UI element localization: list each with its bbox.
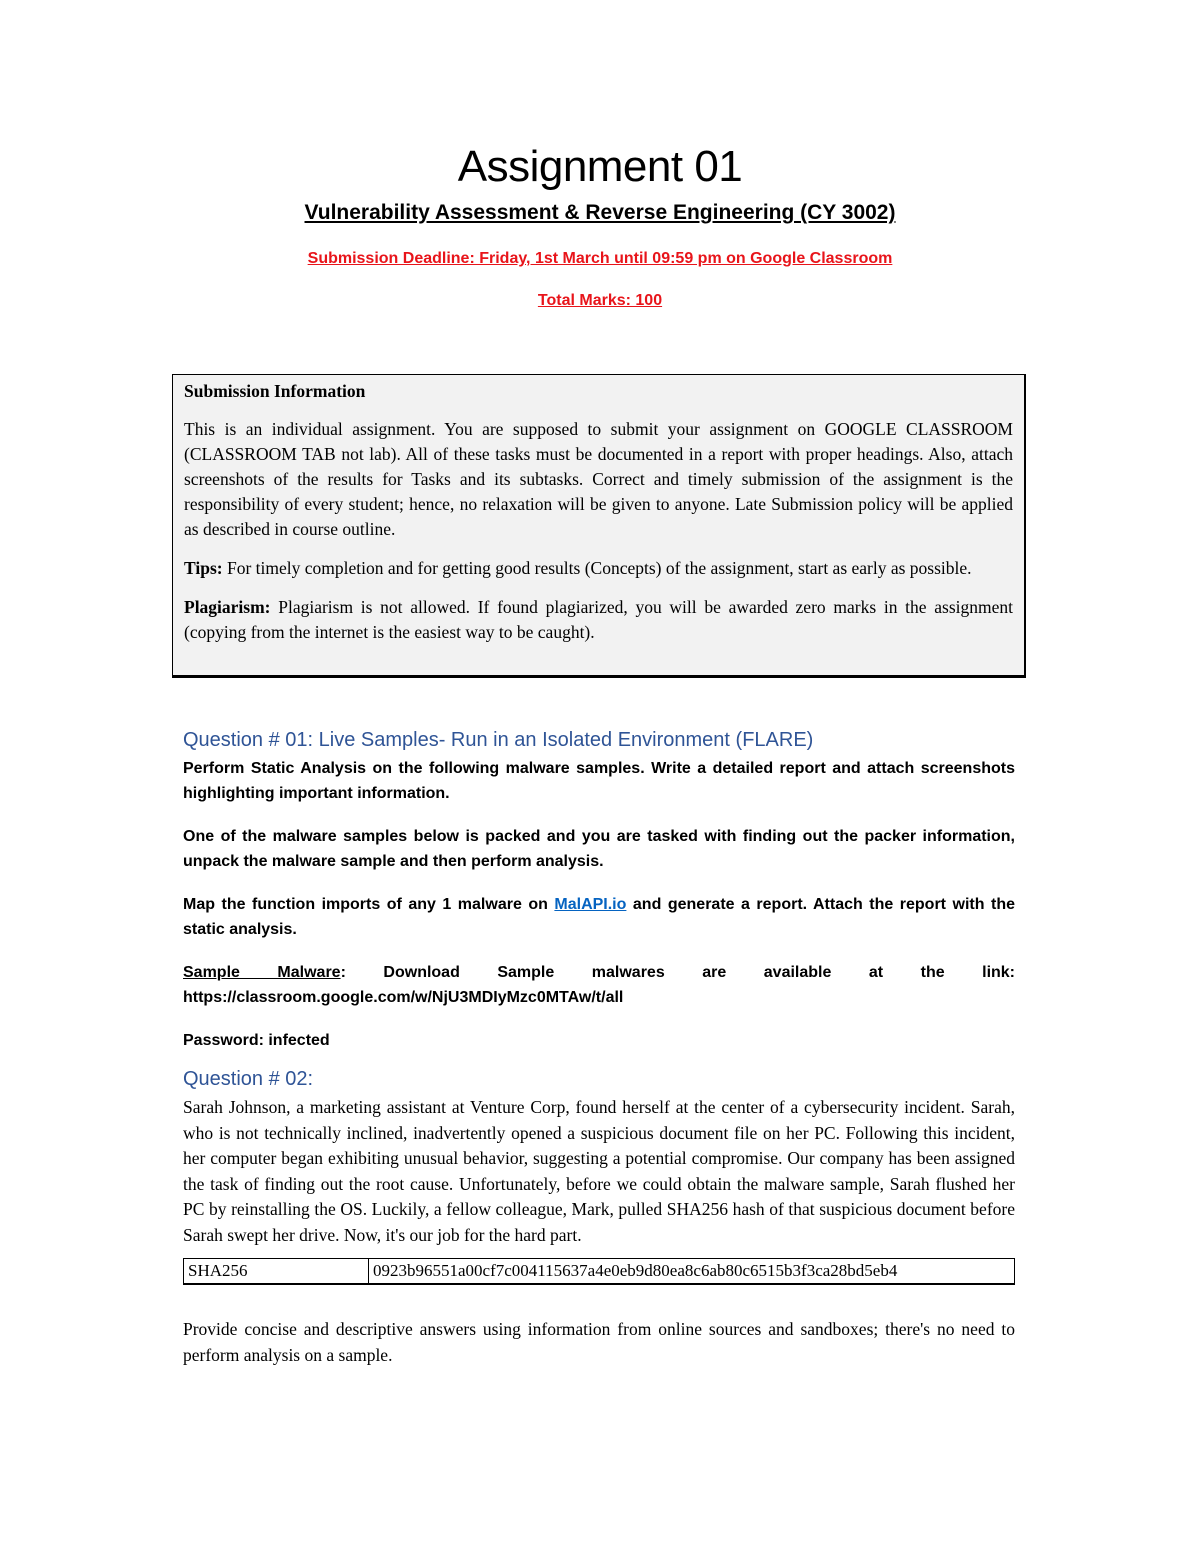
main-content: [183, 724, 1015, 1368]
submission-info-heading: Submission Information: [184, 381, 366, 401]
plagiarism-paragraph: [184, 595, 1013, 645]
question-1-malapi: [183, 892, 1015, 942]
question-1-sample-malware: [183, 960, 1015, 1010]
table-row: [184, 1259, 1015, 1285]
submission-info-paragraph: This is an individual assignment. You are supposed to submit your assignment on GOOGLE CLASSROOM (CLASSROOM TAB not lab). All of these tasks must be documented in a report with proper headings. Also, attach screenshots of the results for Tasks and its subtasks. Correct and timely submission of the assignment is the responsibility of every student; hence, no relaxation will be given to anyone. Late Submission policy will be applied as described in course outline.: [184, 419, 1013, 539]
document-title: Assignment 01: [457, 142, 743, 191]
plagiarism-label: Plagiarism:: [184, 597, 271, 617]
total-marks: Total Marks: 100: [537, 292, 663, 309]
hash-label-cell: SHA256: [184, 1259, 369, 1285]
question-1-password: Password: infected: [183, 1032, 330, 1049]
submission-info-box: [172, 374, 1026, 678]
question-2-heading: Question # 02:: [183, 1068, 314, 1090]
malapi-text-after: and generate a report. Attach the report with the static analysis.: [183, 896, 1015, 938]
question-2-instructions: Provide concise and descriptive answers using information from online sources and sandboxes; there's no need to perform analysis on a sample.: [183, 1319, 1015, 1365]
submission-deadline: Submission Deadline: Friday, 1st March until 09:59 pm on Google Classroom: [307, 250, 893, 267]
tips-text: For timely completion and for getting good results (Concepts) of the assignment, start as early as possible.: [222, 558, 972, 578]
question-2-scenario: Sarah Johnson, a marketing assistant at Venture Corp, found herself at the center of a cybersecurity incident. Sarah, who is not technically inclined, inadvertently opened a suspicious document file on her PC. Following this incident, her computer began exhibiting unusual behavior, suggesting a potential compromise. Our company has been assigned the task of finding out the root cause. Unfortunately, before we could obtain the malware sample, Sarah flushed her PC by reinstalling the OS. Luckily, a fellow colleague, Mark, pulled SHA256 hash of that suspicious document before Sarah swept her drive. Now, it's our job for the hard part.: [183, 1097, 1015, 1245]
hash-table: [183, 1258, 1015, 1285]
course-subtitle: Vulnerability Assessment & Reverse Engineering (CY 3002): [304, 201, 896, 224]
plagiarism-text: Plagiarism is not allowed. If found plagiarized, you will be awarded zero marks in the assignment (copying from the internet is the easiest way to be caught).: [184, 597, 1013, 642]
sample-malware-text: : Download Sample malwares are available at the link: https://classroom.google.com/w/NjU3MDIyMzc0MTAw/t/all: [183, 964, 1016, 1006]
tips-label: Tips:: [184, 558, 223, 578]
malapi-link[interactable]: MalAPI.io: [554, 896, 627, 913]
sample-malware-label: Sample Malware: [183, 964, 341, 981]
tips-paragraph: [184, 556, 1013, 581]
malapi-text-before: Map the function imports of any 1 malware on: [183, 896, 555, 913]
question-1-heading: Question # 01: Live Samples- Run in an Isolated Environment (FLARE): [183, 729, 814, 751]
hash-value-cell: 0923b96551a00cf7c004115637a4e0eb9d80ea8c6ab80c6515b3f3ca28bd5eb4: [369, 1259, 1015, 1285]
question-1-static-analysis: Perform Static Analysis on the following malware samples. Write a detailed report and attach screenshots highlighting important information.: [183, 760, 1015, 802]
question-1-packer: One of the malware samples below is packed and you are tasked with finding out the packer information, unpack the malware sample and then perform analysis.: [183, 828, 1015, 870]
